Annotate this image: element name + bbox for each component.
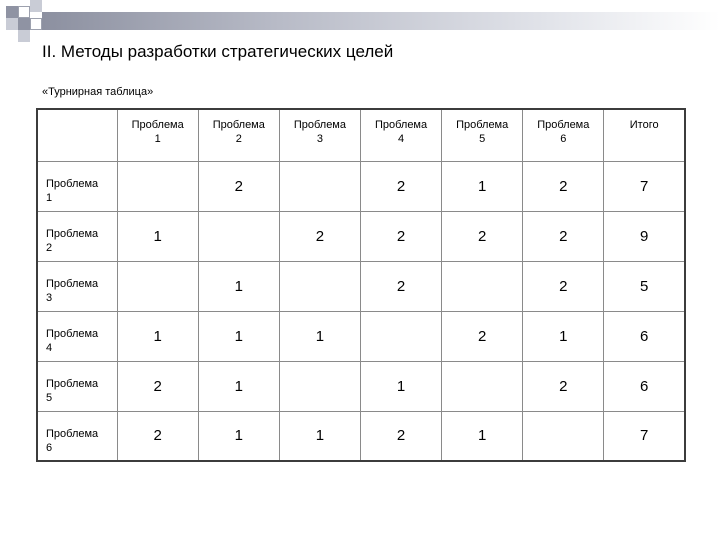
score-cell bbox=[360, 311, 441, 361]
column-header-line: Проблема bbox=[293, 119, 346, 131]
total-cell: 6 bbox=[604, 311, 685, 361]
row-header-line: Проблема bbox=[46, 278, 99, 290]
decor-square bbox=[18, 18, 30, 30]
score-cell bbox=[442, 361, 523, 411]
score-cell: 1 bbox=[442, 411, 523, 461]
row-header-line: Проблема bbox=[46, 328, 99, 340]
score-cell: 1 bbox=[117, 211, 198, 261]
row-header-line: Проблема bbox=[46, 378, 99, 390]
score-cell: 2 bbox=[279, 211, 360, 261]
score-cell: 1 bbox=[198, 411, 279, 461]
total-cell: 6 bbox=[604, 361, 685, 411]
row-header-line: Проблема bbox=[46, 427, 99, 440]
column-header-line: 1 bbox=[154, 133, 161, 145]
score-cell: 1 bbox=[442, 161, 523, 211]
score-cell: 2 bbox=[523, 261, 604, 311]
score-cell: 2 bbox=[360, 161, 441, 211]
column-header-line: Итого bbox=[629, 119, 659, 131]
total-cell: 7 bbox=[604, 161, 685, 211]
total-cell: 7 bbox=[604, 411, 685, 461]
decor-square bbox=[18, 6, 30, 18]
column-header-line: Проблема bbox=[131, 119, 184, 131]
score-cell: 2 bbox=[198, 161, 279, 211]
row-header bbox=[37, 161, 117, 211]
row-header bbox=[37, 311, 117, 361]
column-header-line: 6 bbox=[560, 133, 567, 145]
score-cell: 1 bbox=[279, 411, 360, 461]
table-row bbox=[37, 211, 685, 261]
score-cell: 1 bbox=[523, 311, 604, 361]
tournament-table bbox=[36, 108, 686, 462]
column-header bbox=[442, 109, 523, 161]
decor-square bbox=[18, 30, 30, 42]
table-row bbox=[37, 311, 685, 361]
row-header bbox=[37, 361, 117, 411]
column-header-line: Проблема bbox=[456, 119, 509, 131]
column-header-line: 2 bbox=[235, 133, 242, 145]
column-header bbox=[117, 109, 198, 161]
score-cell: 1 bbox=[360, 361, 441, 411]
score-cell bbox=[442, 261, 523, 311]
score-cell bbox=[117, 161, 198, 211]
row-header bbox=[37, 411, 117, 461]
row-header bbox=[37, 211, 117, 261]
table-row bbox=[37, 161, 685, 211]
score-cell: 2 bbox=[360, 211, 441, 261]
score-cell: 2 bbox=[117, 361, 198, 411]
column-header bbox=[360, 109, 441, 161]
table-row bbox=[37, 411, 685, 461]
row-header bbox=[37, 261, 117, 311]
header-row bbox=[37, 109, 685, 161]
decor-square bbox=[6, 6, 18, 18]
row-header-line: 3 bbox=[46, 292, 53, 304]
score-cell: 2 bbox=[523, 161, 604, 211]
column-header-line: Проблема bbox=[212, 119, 265, 131]
column-header bbox=[523, 109, 604, 161]
score-cell: 1 bbox=[198, 361, 279, 411]
score-cell: 2 bbox=[360, 261, 441, 311]
score-cell bbox=[279, 161, 360, 211]
row-header-line: Проблема bbox=[46, 228, 99, 240]
row-header-line: 1 bbox=[46, 192, 53, 204]
decor-square bbox=[30, 18, 42, 30]
slide-title: II. Методы разработки стратегических целей bbox=[42, 42, 394, 61]
title-bar-decoration bbox=[42, 12, 720, 30]
column-header-line: 5 bbox=[479, 133, 486, 145]
row-header-line: 6 bbox=[46, 441, 53, 454]
row-header-line: 2 bbox=[46, 242, 53, 254]
column-header bbox=[604, 109, 685, 161]
score-cell: 2 bbox=[442, 211, 523, 261]
column-header-line: Проблема bbox=[537, 119, 590, 131]
score-cell bbox=[279, 261, 360, 311]
score-cell bbox=[279, 361, 360, 411]
score-cell bbox=[198, 211, 279, 261]
score-cell: 2 bbox=[442, 311, 523, 361]
score-cell: 1 bbox=[117, 311, 198, 361]
score-cell bbox=[117, 261, 198, 311]
score-cell: 1 bbox=[279, 311, 360, 361]
total-cell: 5 bbox=[604, 261, 685, 311]
table-row bbox=[37, 261, 685, 311]
column-header bbox=[198, 109, 279, 161]
table-caption: «Турнирная таблица» bbox=[42, 86, 154, 98]
score-cell: 2 bbox=[360, 411, 441, 461]
row-header-line: Проблема bbox=[46, 178, 99, 190]
score-cell: 2 bbox=[117, 411, 198, 461]
decor-square bbox=[30, 0, 42, 12]
corner-cell bbox=[37, 109, 117, 161]
row-header-line: 4 bbox=[46, 342, 53, 354]
column-header-line: 4 bbox=[397, 133, 405, 145]
row-header-line: 5 bbox=[46, 392, 53, 404]
column-header bbox=[279, 109, 360, 161]
score-cell: 1 bbox=[198, 311, 279, 361]
score-cell: 2 bbox=[523, 361, 604, 411]
decor-square bbox=[6, 18, 18, 30]
score-cell bbox=[523, 411, 604, 461]
total-cell: 9 bbox=[604, 211, 685, 261]
table-row bbox=[37, 361, 685, 411]
score-cell: 2 bbox=[523, 211, 604, 261]
column-header-line: Проблема bbox=[374, 119, 428, 131]
column-header-line: 3 bbox=[316, 133, 323, 145]
score-cell: 1 bbox=[198, 261, 279, 311]
